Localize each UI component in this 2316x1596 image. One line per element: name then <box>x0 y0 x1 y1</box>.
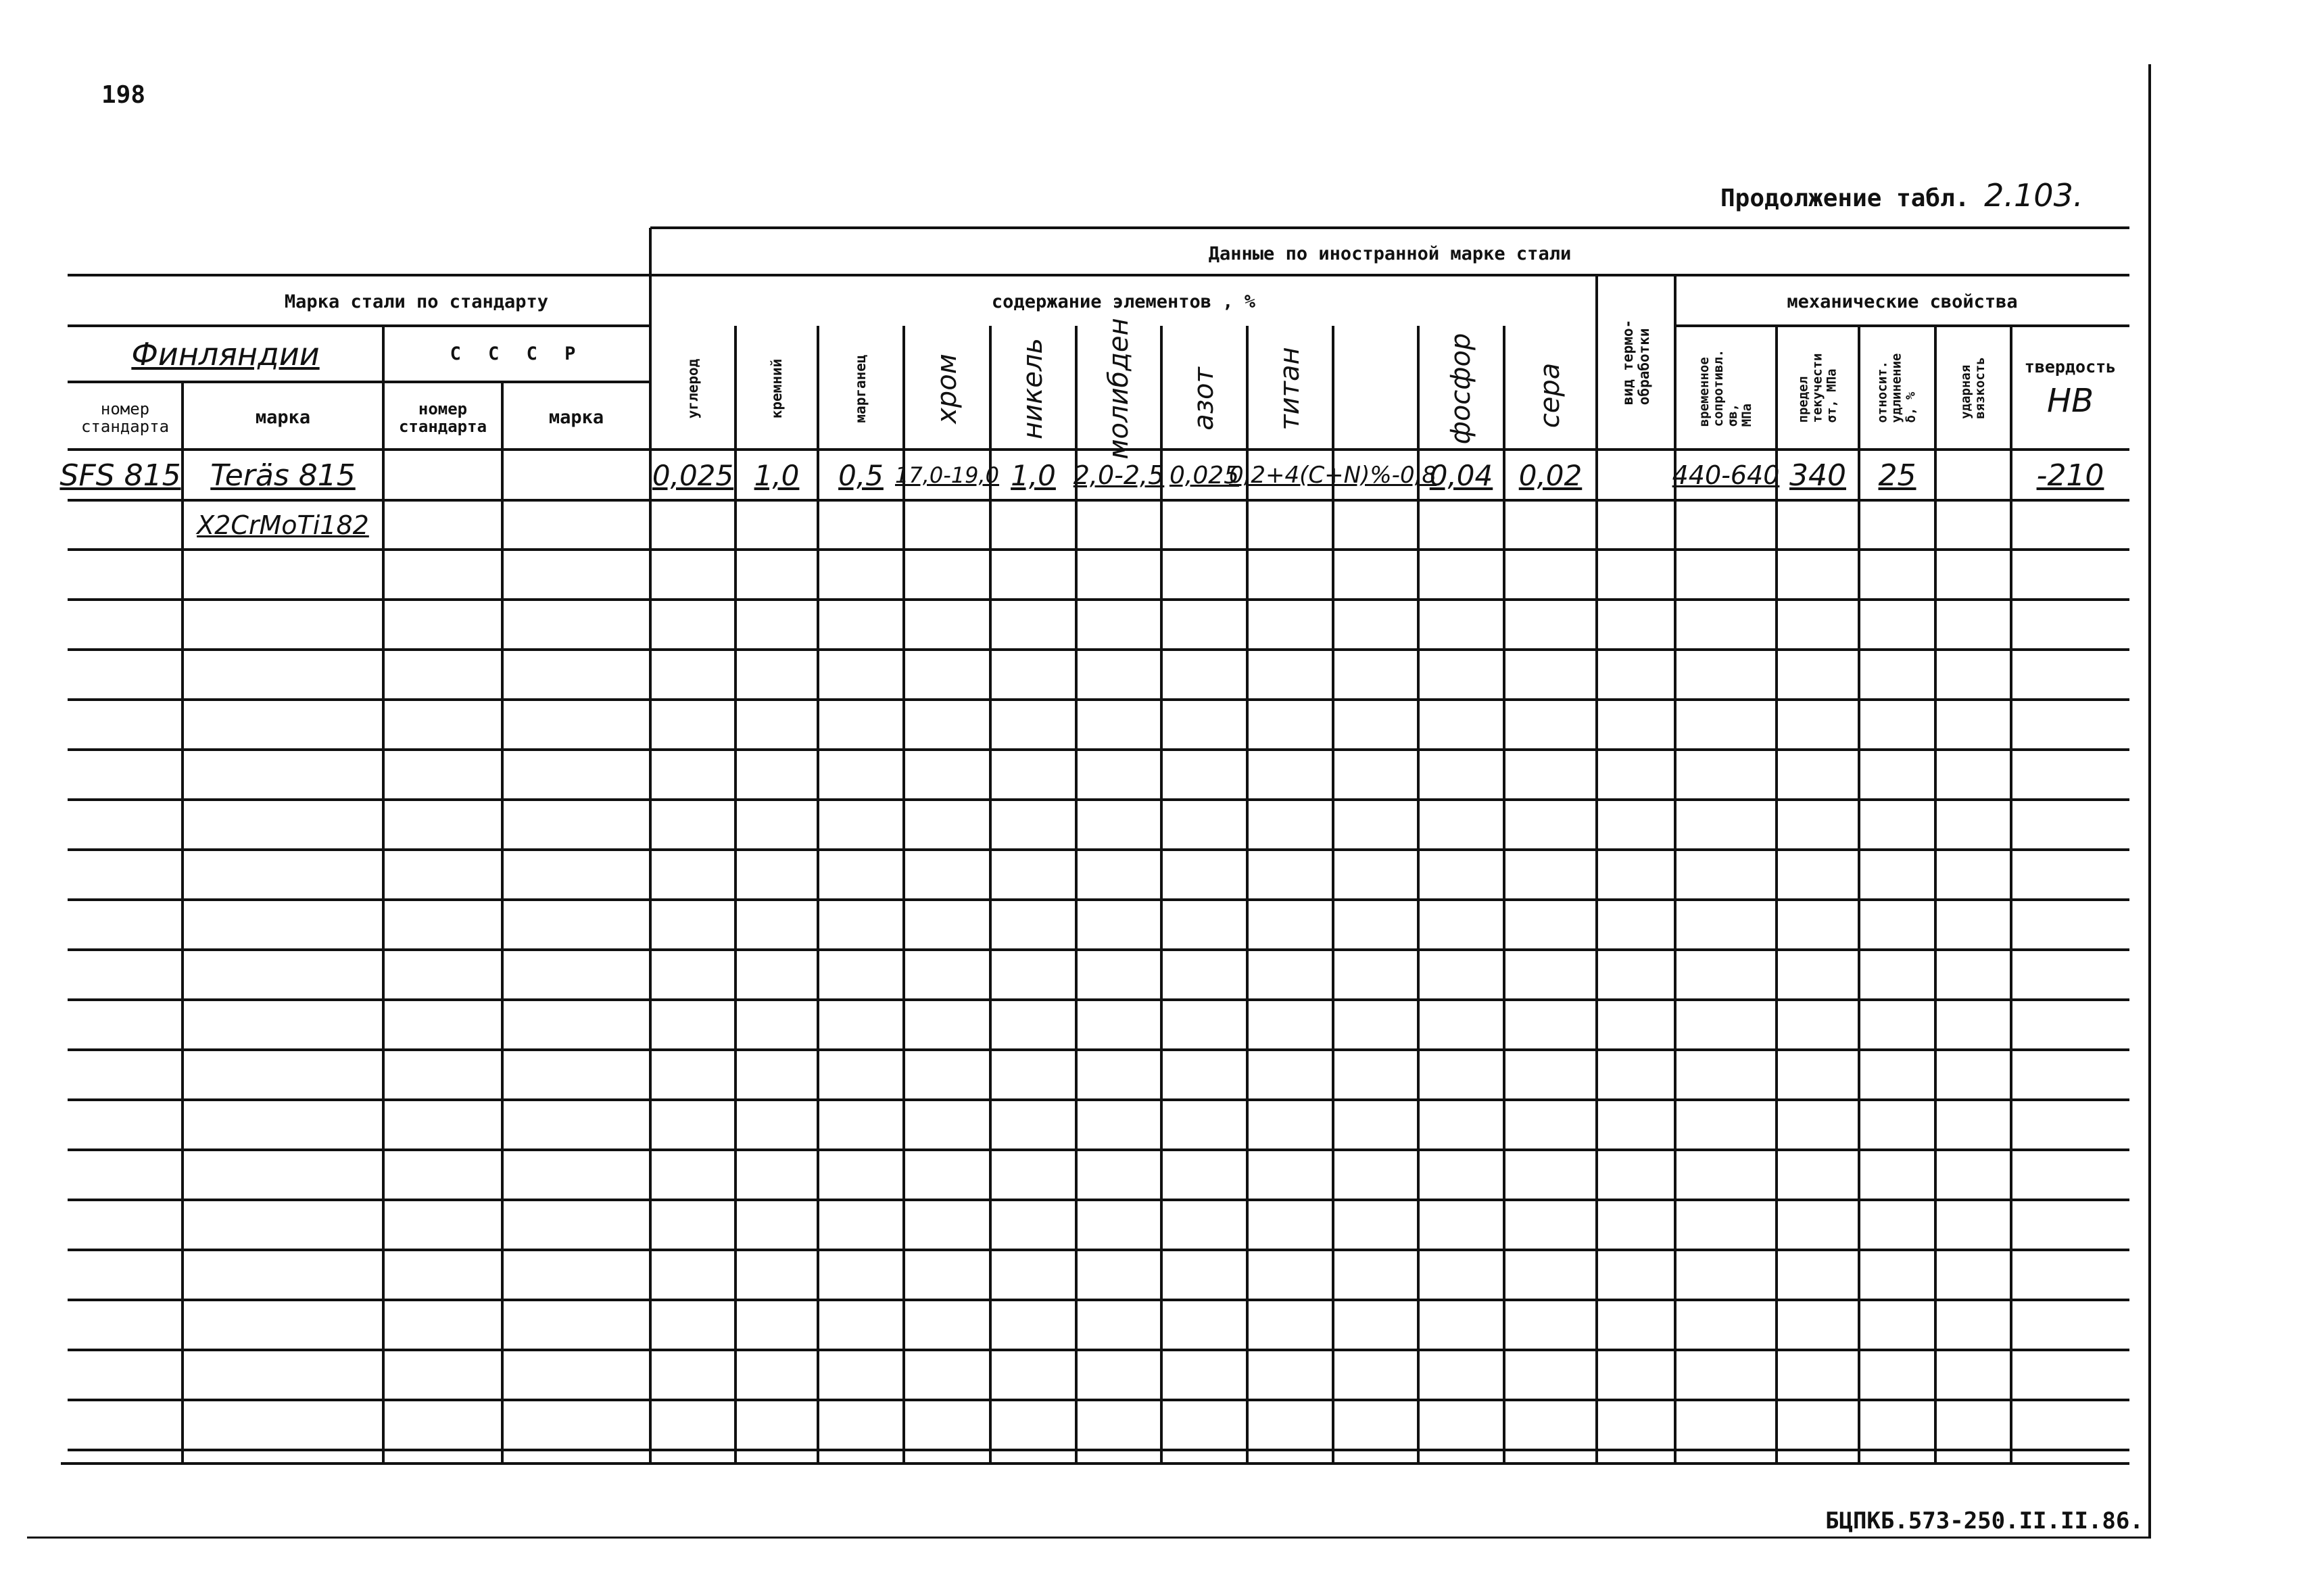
hardness-header <box>2011 352 2129 446</box>
row-ussr-grade <box>502 453 650 498</box>
hardness-unit: HB <box>2046 382 2094 420</box>
row-yield: 340 <box>1789 458 1846 493</box>
row-silicon: 1,0 <box>754 458 800 492</box>
row-carbon: 0,025 <box>652 458 734 492</box>
fin-std-number-header: номер стандарта <box>80 399 170 436</box>
el-carbon-header: углерод <box>685 358 701 419</box>
row-nitrogen: 0,025 <box>1169 461 1240 489</box>
country-ussr: С С С Р <box>450 343 584 364</box>
el-titanium-header: титан <box>1274 347 1305 431</box>
row-sulfur: 0,02 <box>1518 458 1583 492</box>
heat-treatment-header: вид термо- обработки <box>1620 319 1652 406</box>
row-heat-treatment <box>1597 453 1675 498</box>
content-elements-header: содержание элементов , % <box>991 291 1256 312</box>
row-tensile: 440-640 <box>1672 460 1780 490</box>
mech-tensile-header: временное сопротивл. σв, МПа <box>1697 349 1754 427</box>
ussr-std-number-header: номер стандарта <box>398 399 487 436</box>
row-manganese: 0,5 <box>838 458 884 492</box>
row-fin-grade-alt: X2CrMoTi182 <box>197 510 369 540</box>
row-impact <box>1935 453 2011 498</box>
mech-impact-header: ударная вязкость <box>1958 357 1987 419</box>
mech-props-header: механические свойства <box>1787 291 2018 312</box>
continuation-table-number: 2.103. <box>1984 177 2083 214</box>
ussr-grade-header: марка <box>548 407 604 428</box>
row-phosphorus: 0,04 <box>1429 458 1493 492</box>
row-elongation: 25 <box>1878 458 1916 493</box>
el-molybdenum-header: молибден <box>1103 318 1134 460</box>
row-fin-std: SFS 815 <box>59 458 181 493</box>
el-silicon-header: кремний <box>769 358 785 419</box>
el-phosphorus-header: фосфор <box>1445 333 1476 445</box>
foreign-data-header: Данные по иностранной марке стали <box>1208 243 1572 264</box>
country-finland-cell <box>68 326 383 382</box>
row-fin-grade: Teräs 815 <box>210 458 356 493</box>
fin-grade-header: марка <box>255 407 311 428</box>
el-sulfur-header: сера <box>1535 362 1566 429</box>
el-manganese-header: марганец <box>852 354 869 423</box>
mech-yield-header: предел текучести σт, МПа <box>1795 353 1839 423</box>
footer-code: БЦПКБ.573-250.II.II.86. <box>1825 1507 2144 1534</box>
row-hardness: -210 <box>2036 458 2104 493</box>
el-nickel-header: никель <box>1017 337 1048 440</box>
hardness-label: твердость <box>2024 357 2117 377</box>
row-titanium: 0,2+4(C+N)%-0,8 <box>1228 462 1437 489</box>
row-ussr-std <box>383 453 502 498</box>
el-nitrogen-header: азот <box>1188 367 1220 431</box>
continuation-label: Продолжение табл. <box>1720 185 1970 212</box>
page-number: 198 <box>101 81 146 109</box>
row-molybdenum: 2,0-2,5 <box>1073 460 1165 490</box>
row-chromium: 17,0-19,0 <box>894 462 1000 488</box>
country-finland: Финляндии <box>131 335 320 372</box>
el-chromium-header: хром <box>932 354 963 424</box>
mech-elong-header: относит. удлинение δ, % <box>1875 353 1919 423</box>
steel-grade-by-standard-header: Марка стали по стандарту <box>284 291 549 312</box>
row-nickel: 1,0 <box>1011 458 1056 492</box>
